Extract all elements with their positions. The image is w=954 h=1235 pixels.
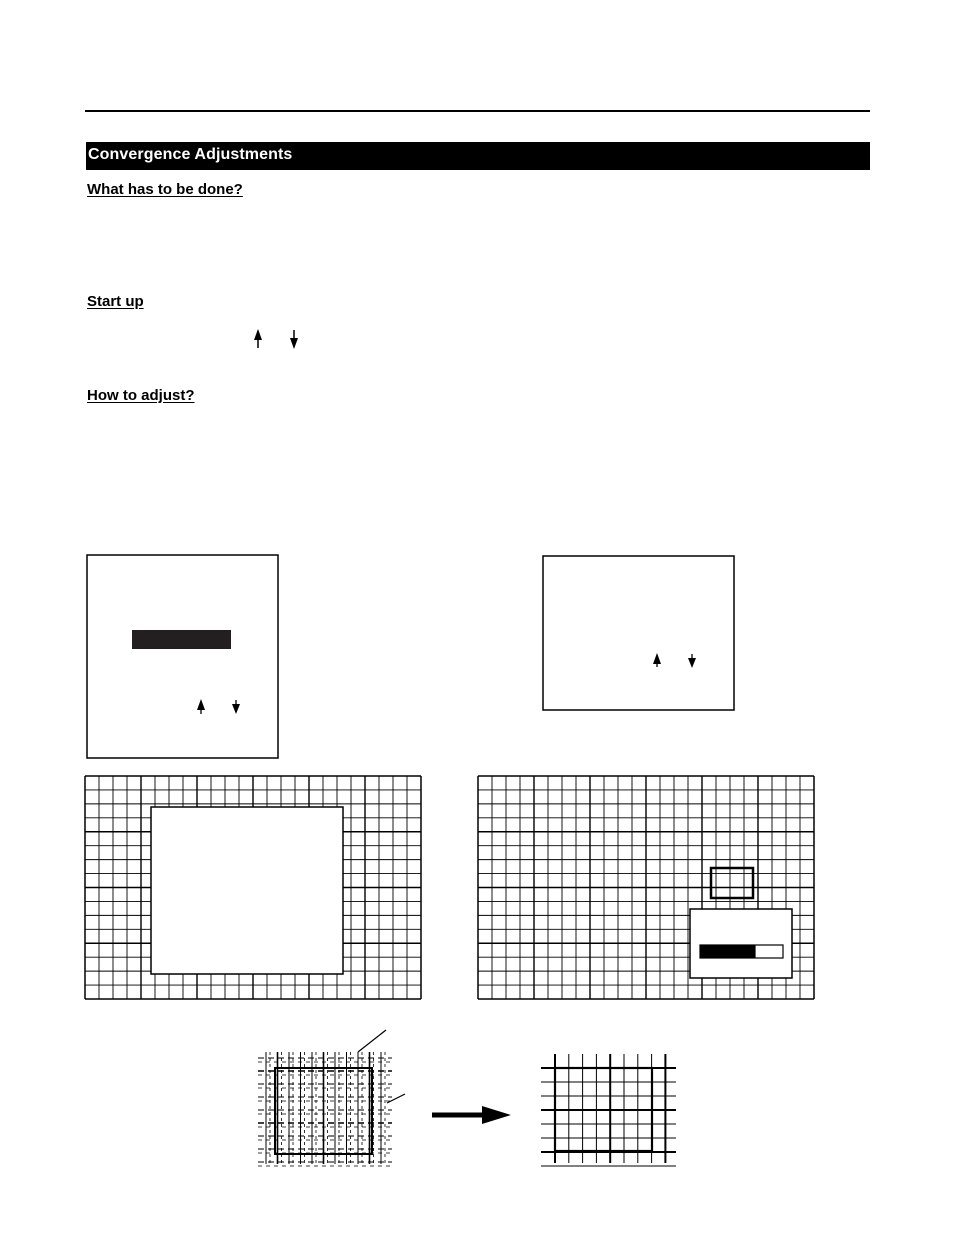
adjust-slider-fill <box>700 945 756 958</box>
section-title: Convergence Adjustments <box>88 146 293 163</box>
menu-box-left <box>87 555 278 758</box>
converged-zoom-grid <box>541 1054 676 1166</box>
startup-up-arrow-icon <box>254 329 262 348</box>
transition-arrow-icon <box>432 1106 511 1124</box>
grid-left-menu-overlay <box>151 807 343 974</box>
menu-box-right <box>543 556 734 710</box>
startup-down-arrow-icon <box>290 330 298 349</box>
heading-start-up: Start up <box>87 293 144 310</box>
zone-selection-frame <box>711 868 753 898</box>
menu-highlight-bar <box>132 630 231 649</box>
adjust-dialog <box>690 909 792 978</box>
misconverged-zoom-grid <box>258 1052 392 1166</box>
heading-what-has-to-be-done: What has to be done? <box>87 181 243 198</box>
callout-line-bottom <box>387 1094 405 1103</box>
heading-how-to-adjust: How to adjust? <box>87 387 195 404</box>
callout-line-top <box>358 1030 386 1052</box>
